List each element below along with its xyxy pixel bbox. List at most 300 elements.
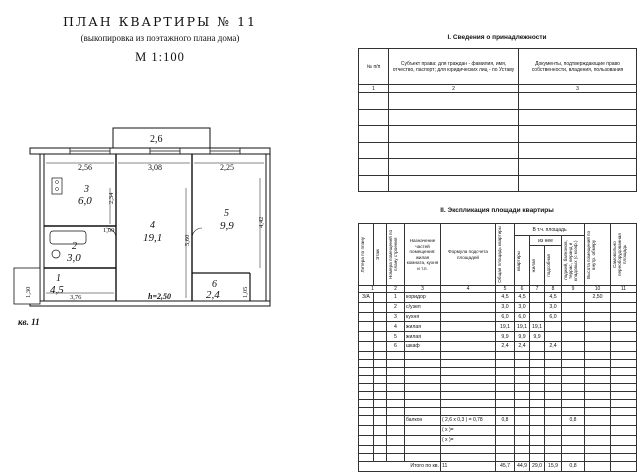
table-row xyxy=(359,159,637,176)
ownership-table xyxy=(358,48,637,192)
room-name-cell: коридор xyxy=(405,293,441,303)
empty-cell xyxy=(545,375,562,383)
empty-cell xyxy=(562,383,585,391)
col-group-including: В т.ч. площадь xyxy=(515,224,585,236)
balcony-area-cell xyxy=(562,332,585,342)
room-4-number: 4 xyxy=(150,220,155,231)
empty-cell xyxy=(562,453,585,461)
empty-cell xyxy=(441,391,496,399)
total-apartment: 44,9 xyxy=(515,461,530,471)
empty-cell xyxy=(545,359,562,367)
empty-cell xyxy=(405,407,441,415)
empty-cell xyxy=(359,445,374,453)
table-row xyxy=(359,351,637,359)
table-row xyxy=(359,332,637,342)
empty-cell xyxy=(496,407,515,415)
empty-cell xyxy=(359,415,374,425)
aux-area-cell xyxy=(545,322,562,332)
liter-cell xyxy=(359,332,374,342)
table-row xyxy=(359,293,637,303)
col-no: № п/п xyxy=(359,49,389,85)
empty-cell xyxy=(515,383,530,391)
empty-cell xyxy=(374,453,387,461)
balcony-area: 2,6 xyxy=(150,134,163,145)
empty-cell xyxy=(530,399,545,407)
empty-cell xyxy=(359,399,374,407)
balcony-value: 0,8 xyxy=(562,415,585,425)
dim-5-60: 5,60 xyxy=(184,234,191,246)
empty-cell xyxy=(374,367,387,375)
empty-cell xyxy=(611,415,637,425)
room-name-cell: шкаф xyxy=(405,341,441,351)
room-1-number: 1 xyxy=(56,273,61,284)
table-row xyxy=(359,109,637,126)
aux-area-cell: 2,4 xyxy=(545,341,562,351)
plan-title: ПЛАН КВАРТИРЫ № 11 xyxy=(62,14,258,29)
empty-cell xyxy=(387,425,405,435)
empty-cell xyxy=(515,435,530,445)
dim-1-00: 1,00 xyxy=(103,227,115,234)
empty-cell xyxy=(374,415,387,425)
col-floor: Этаж xyxy=(375,249,380,260)
empty-cell xyxy=(496,391,515,399)
balcony-row xyxy=(359,415,637,425)
table-row xyxy=(359,322,637,332)
empty-cell xyxy=(405,453,441,461)
room-name-cell: жилая xyxy=(405,332,441,342)
total-row xyxy=(359,461,637,471)
empty-cell xyxy=(611,453,637,461)
empty-cell xyxy=(441,351,496,359)
dim-2-34: 2,34 xyxy=(108,192,115,204)
room-5-area: 9,9 xyxy=(220,220,234,232)
floor-cell xyxy=(374,332,387,342)
num-cell: 3 xyxy=(519,85,637,93)
empty-cell xyxy=(585,351,611,359)
plan-subtitle: (выкопировка из поэтажного плана дома) xyxy=(80,33,240,43)
dim-1-30: 1,30 xyxy=(25,286,32,298)
table-row xyxy=(359,407,637,415)
empty-cell xyxy=(359,453,374,461)
formula-cell xyxy=(441,322,496,332)
empty-cell xyxy=(374,359,387,367)
empty-cell xyxy=(374,435,387,445)
empty-cell xyxy=(545,367,562,375)
empty-cell xyxy=(545,391,562,399)
empty-cell xyxy=(545,399,562,407)
empty-cell xyxy=(441,445,496,453)
col-group-of-which: из нее xyxy=(530,236,562,246)
empty-cell xyxy=(530,415,545,425)
empty-cell xyxy=(374,391,387,399)
empty-cell xyxy=(405,399,441,407)
empty-cell xyxy=(515,367,530,375)
empty-cell xyxy=(496,435,515,445)
dim-4-42: 4,42 xyxy=(258,216,265,228)
empty-cell xyxy=(585,445,611,453)
empty-cell xyxy=(405,445,441,453)
area-explication-table xyxy=(358,223,637,472)
table-row xyxy=(359,302,637,312)
empty-cell xyxy=(359,425,374,435)
num-cell: 1 xyxy=(359,85,389,93)
empty-cell xyxy=(611,351,637,359)
empty-cell xyxy=(562,359,585,367)
empty-cell xyxy=(496,453,515,461)
unauth-cell xyxy=(611,332,637,342)
aux-area-cell xyxy=(545,332,562,342)
total-aux: 15,9 xyxy=(545,461,562,471)
empty-cell xyxy=(496,375,515,383)
empty-cell xyxy=(496,351,515,359)
table-row xyxy=(359,399,637,407)
empty-cell xyxy=(562,367,585,375)
dim-2-56: 2,56 xyxy=(78,163,92,172)
height-cell xyxy=(585,332,611,342)
total-area-cell: 3,0 xyxy=(496,302,515,312)
empty-cell xyxy=(611,391,637,399)
empty-cell xyxy=(545,351,562,359)
empty-cell xyxy=(530,375,545,383)
balcony-label: балкон xyxy=(405,415,441,425)
empty-cell xyxy=(611,375,637,383)
height-cell xyxy=(585,302,611,312)
balcony-area-cell xyxy=(562,322,585,332)
empty-cell xyxy=(405,391,441,399)
unauth-cell xyxy=(611,322,637,332)
table-row xyxy=(359,93,637,110)
empty-cell xyxy=(585,367,611,375)
empty-cell xyxy=(611,407,637,415)
balcony-formula: ( 2,6 х 0,3 ) = 0,78 xyxy=(441,415,496,425)
total-area-cell: 19,1 xyxy=(496,322,515,332)
balcony-area-cell xyxy=(562,341,585,351)
dim-2-25: 2,25 xyxy=(220,163,234,172)
total-area-cell: 6,0 xyxy=(496,312,515,322)
col-purpose: Назначение частей помещения: жилая комната, кухня и т.п. xyxy=(405,224,441,286)
empty-cell xyxy=(611,383,637,391)
empty-cell xyxy=(562,425,585,435)
total-living: 29,0 xyxy=(530,461,545,471)
table-row xyxy=(359,367,637,375)
empty-cell xyxy=(405,351,441,359)
floor-cell xyxy=(374,302,387,312)
empty-cell xyxy=(496,367,515,375)
empty-cell xyxy=(496,425,515,435)
living-area-cell xyxy=(530,341,545,351)
apartment-area-cell: 19,1 xyxy=(515,322,530,332)
empty-cell xyxy=(359,359,374,367)
empty-cell xyxy=(585,425,611,435)
aux-area-cell: 6,0 xyxy=(545,312,562,322)
empty-cell xyxy=(387,407,405,415)
empty-cell xyxy=(515,351,530,359)
empty-cell xyxy=(405,383,441,391)
table-row xyxy=(359,312,637,322)
col-subject: Субъект права: для граждан - фамилия, имя, отчество, паспорт; для юридических лиц - по Уставу xyxy=(389,49,519,85)
empty-cell xyxy=(611,367,637,375)
empty-cell xyxy=(530,425,545,435)
col-unauthorized: Самовольно переоборудованная площадь xyxy=(612,233,627,276)
empty-cell xyxy=(585,461,611,471)
empty-cell xyxy=(387,445,405,453)
liter-cell xyxy=(359,302,374,312)
dim-3-76: 3,76 xyxy=(70,294,82,301)
total-area-cell: 2,4 xyxy=(496,341,515,351)
empty-cell xyxy=(515,425,530,435)
empty-cell xyxy=(611,399,637,407)
living-area-cell xyxy=(530,293,545,303)
balcony-area-cell xyxy=(562,293,585,303)
empty-cell xyxy=(441,399,496,407)
aux-area-cell: 3,0 xyxy=(545,302,562,312)
formula-blank: ( х )= xyxy=(441,435,496,445)
empty-cell xyxy=(515,391,530,399)
floor-cell xyxy=(374,312,387,322)
num-cell: 2 xyxy=(387,286,405,293)
empty-cell xyxy=(545,407,562,415)
total-area-cell: 4,5 xyxy=(496,293,515,303)
left-wall xyxy=(40,154,44,303)
empty-cell xyxy=(562,435,585,445)
empty-cell xyxy=(441,367,496,375)
total-area: 45,7 xyxy=(496,461,515,471)
empty-cell xyxy=(359,375,374,383)
empty-cell xyxy=(562,407,585,415)
table-row xyxy=(359,341,637,351)
liter-cell xyxy=(359,322,374,332)
empty-cell xyxy=(545,425,562,435)
formula-cell xyxy=(441,341,496,351)
empty-cell xyxy=(405,367,441,375)
table-row xyxy=(359,142,637,159)
table-row xyxy=(359,126,637,143)
floor-cell xyxy=(374,293,387,303)
empty-cell xyxy=(374,399,387,407)
formula-cell xyxy=(441,312,496,322)
empty-cell xyxy=(387,383,405,391)
section-1-title: I. Сведения о принадлежности xyxy=(447,34,547,41)
floor-cell xyxy=(374,322,387,332)
empty-cell xyxy=(515,407,530,415)
table-row xyxy=(359,453,637,461)
table-row xyxy=(359,445,637,453)
empty-cell xyxy=(611,435,637,445)
table-row xyxy=(359,175,637,192)
empty-cell xyxy=(530,445,545,453)
total-area-cell: 9,9 xyxy=(496,332,515,342)
empty-cell xyxy=(545,383,562,391)
empty-cell xyxy=(374,383,387,391)
empty-cell xyxy=(374,445,387,453)
empty-cell xyxy=(515,359,530,367)
unauth-cell xyxy=(611,293,637,303)
total-label: Итого по кв. xyxy=(359,461,441,471)
empty-cell xyxy=(545,453,562,461)
room-no-cell: 5 xyxy=(387,332,405,342)
empty-cell xyxy=(562,375,585,383)
empty-cell xyxy=(530,351,545,359)
empty-cell xyxy=(585,359,611,367)
num-cell: 9 xyxy=(562,286,585,293)
floor-plan xyxy=(0,118,350,333)
empty-cell xyxy=(562,445,585,453)
empty-cell xyxy=(562,399,585,407)
formula-row xyxy=(359,425,637,435)
empty-cell xyxy=(387,435,405,445)
empty-cell xyxy=(611,461,637,471)
empty-cell xyxy=(585,453,611,461)
empty-cell xyxy=(387,415,405,425)
height-cell xyxy=(585,322,611,332)
dim-1-05: 1,05 xyxy=(242,286,249,298)
room-3-number: 3 xyxy=(84,184,89,195)
num-cell: 2 xyxy=(389,85,519,93)
room-no-cell: 1 xyxy=(387,293,405,303)
col-formula: Формула подсчета площадей xyxy=(441,224,496,286)
dim-3-08: 3,08 xyxy=(148,163,162,172)
living-area-cell xyxy=(530,302,545,312)
height-cell xyxy=(585,341,611,351)
empty-cell xyxy=(359,383,374,391)
empty-cell xyxy=(496,359,515,367)
room-3-area: 6,0 xyxy=(78,195,92,207)
room-2-number: 2 xyxy=(72,241,77,252)
table-row xyxy=(359,391,637,399)
col-liter: Литера по плану xyxy=(360,236,365,273)
empty-cell xyxy=(611,359,637,367)
room-5-number: 5 xyxy=(224,208,229,219)
col-apartment: квартиры xyxy=(516,250,521,271)
empty-cell xyxy=(387,453,405,461)
table-row xyxy=(359,359,637,367)
empty-cell xyxy=(359,367,374,375)
empty-cell xyxy=(530,453,545,461)
num-cell: 11 xyxy=(611,286,637,293)
section-2-title: II. Экспликация площади квартиры xyxy=(440,207,554,214)
room-no-cell: 4 xyxy=(387,322,405,332)
total-unit: 11 xyxy=(441,461,496,471)
formula-cell xyxy=(441,293,496,303)
empty-cell xyxy=(496,445,515,453)
room-2-area: 3,0 xyxy=(67,252,81,264)
empty-cell xyxy=(374,425,387,435)
empty-cell xyxy=(405,375,441,383)
room-name-cell: кухня xyxy=(405,312,441,322)
num-cell: 6 xyxy=(515,286,530,293)
table-row xyxy=(359,375,637,383)
num-cell: 5 xyxy=(496,286,515,293)
empty-cell xyxy=(441,407,496,415)
empty-cell xyxy=(530,383,545,391)
room-1-area: 4,5 xyxy=(50,284,64,296)
empty-cell xyxy=(585,415,611,425)
empty-cell xyxy=(562,391,585,399)
num-cell: 10 xyxy=(585,286,611,293)
living-area-cell: 9,9 xyxy=(530,332,545,342)
formula-cell xyxy=(441,332,496,342)
empty-cell xyxy=(585,407,611,415)
empty-cell xyxy=(530,359,545,367)
liter-cell xyxy=(359,341,374,351)
empty-cell xyxy=(359,435,374,445)
height-cell: 2,50 xyxy=(585,293,611,303)
empty-cell xyxy=(515,375,530,383)
empty-cell xyxy=(359,407,374,415)
empty-cell xyxy=(441,359,496,367)
balcony-total: 0,8 xyxy=(496,415,515,425)
unauth-cell xyxy=(611,302,637,312)
unauth-cell xyxy=(611,312,637,322)
room-name-cell: с/узел xyxy=(405,302,441,312)
col-documents: Документы, подтверждающие право собственности, владения, пользования xyxy=(519,49,637,85)
empty-cell xyxy=(441,375,496,383)
balcony-area-cell xyxy=(562,312,585,322)
liter-cell: 3/А xyxy=(359,293,374,303)
empty-cell xyxy=(515,399,530,407)
room-no-cell: 2 xyxy=(387,302,405,312)
empty-cell xyxy=(387,351,405,359)
apartment-area-cell: 9,9 xyxy=(515,332,530,342)
empty-cell xyxy=(545,435,562,445)
num-cell: 7 xyxy=(530,286,545,293)
empty-cell xyxy=(585,435,611,445)
empty-cell xyxy=(405,359,441,367)
room-6-area: 2,4 xyxy=(206,289,220,301)
col-room-no: Номера помещений по плану строения xyxy=(388,230,398,279)
empty-cell xyxy=(562,351,585,359)
empty-cell xyxy=(515,415,530,425)
empty-cell xyxy=(405,435,441,445)
formula-row xyxy=(359,435,637,445)
plan-scale: М 1:100 xyxy=(135,50,185,64)
col-height: Высота помещений по внутр. обмеру xyxy=(586,230,596,279)
col-balconies: лоджий, балконов, террас, веранд и кладовых (с коэф.) xyxy=(563,240,578,281)
empty-cell xyxy=(515,453,530,461)
table-row xyxy=(359,383,637,391)
apartment-area-cell: 6,0 xyxy=(515,312,530,322)
living-area-cell: 19,1 xyxy=(530,322,545,332)
empty-cell xyxy=(585,391,611,399)
height-cell xyxy=(585,312,611,322)
bathtub xyxy=(50,231,86,244)
empty-cell xyxy=(496,383,515,391)
living-area-cell xyxy=(530,312,545,322)
empty-cell xyxy=(405,425,441,435)
col-total-area: Общая площадь квартиры xyxy=(497,226,502,283)
num-cell: 1 xyxy=(359,286,387,293)
ceiling-height: h=2,50 xyxy=(148,292,172,301)
empty-cell xyxy=(387,359,405,367)
num-cell: 4 xyxy=(441,286,496,293)
unauth-cell xyxy=(611,341,637,351)
room-4-area: 19,1 xyxy=(143,232,163,244)
liter-cell xyxy=(359,312,374,322)
room-no-cell: 6 xyxy=(387,341,405,351)
empty-cell xyxy=(359,391,374,399)
empty-cell xyxy=(496,399,515,407)
empty-cell xyxy=(374,375,387,383)
apartment-area-cell: 3,0 xyxy=(515,302,530,312)
formula-cell xyxy=(441,302,496,312)
room-name-cell: жилая xyxy=(405,322,441,332)
room-no-cell: 3 xyxy=(387,312,405,322)
empty-cell xyxy=(441,383,496,391)
empty-cell xyxy=(359,351,374,359)
room-6-number: 6 xyxy=(212,279,217,290)
empty-cell xyxy=(585,375,611,383)
empty-cell xyxy=(530,367,545,375)
